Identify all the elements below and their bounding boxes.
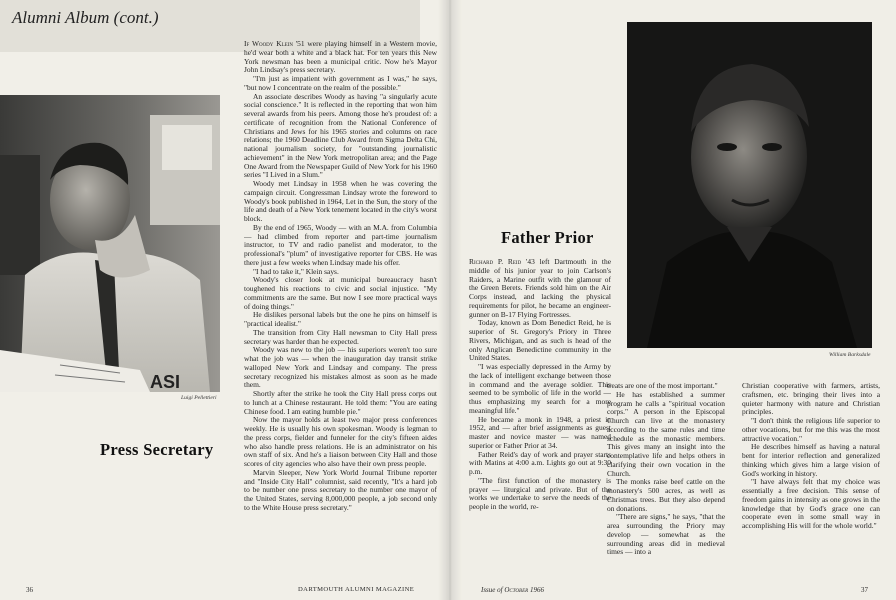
paragraph: Woody was new to the job — his superiors weren't too sure what the job was — when the inauguration day transit strike walloped New York and Lindsay and company. The press secretary recognized his mistakes almost as soon as he made them. — [244, 345, 437, 390]
paragraph: The transition from City Hall newsman to City Hall press secretary was harder than he expected. — [244, 327, 437, 346]
desk-sign-letters: ASI — [150, 372, 181, 392]
paragraph: Shortly after the strike he took the City Hall press corps out to lunch at a Chinese restaurant. He told them: "You are eating Chinese food. I am eating humble pie." — [244, 389, 437, 416]
press-secretary-photo — [0, 95, 220, 392]
article-lead — [469, 258, 611, 319]
father-prior-column-2 — [607, 382, 725, 580]
lead-smallcaps: Richard P. Reid — [469, 258, 522, 266]
paragraph: "I'm just as impatient with government as I was," he says, "but now I concentrate on the realm of the possible." — [244, 74, 437, 92]
lead-text: '43 left Dartmouth in the middle of his junior year to join Carlson's Raiders, a Marine outfit with the glamour of the Green Berets. Friends sold him on the Air Corps instead, and lacking the physical requirements for pilot, he became an engineer-gunner on B-17 Flying Fortresses. — [469, 258, 611, 319]
portrait-man-at-desk — [0, 95, 220, 392]
left-photo-credit: Luigi Pellettieri — [181, 395, 217, 401]
paragraph: He dislikes personal labels but the one he pins on himself is "practical idealist." — [244, 310, 437, 328]
paragraph: "I had to take it," Klein says. — [253, 266, 339, 276]
paragraph: He has established a summer program he calls a "spiritual vocation corps." A person in the Episcopal Church can live at the monastery according to the same rules and time schedule as the monastic members. This gives many an insight into the contemplative life and helps others in clarifying their own vocation in the Church. — [607, 389, 725, 478]
press-secretary-article — [244, 40, 437, 580]
lead-text: '51 were playing himself in a Western movie, he'd wear both a white and a black hat. For ten years this New York newsman has been a municipal critic. Now he's Mayor John Lindsay's press secretary. — [244, 40, 437, 75]
portrait-father-prior — [627, 22, 872, 348]
father-prior-title: Father Prior — [501, 228, 594, 247]
paragraph: "I was especially depressed in the Army by the lack of intelligent exchange between those in command and the average soldier. This seemed to be symbolic of life in the world — thus emphasizing my search for a more meaningful life." — [469, 362, 611, 415]
issue-date: October 1966 — [504, 586, 544, 594]
father-prior-photo — [627, 22, 872, 348]
paragraph: Marvin Sleeper, New York World Journal Tribune reporter and "Inside City Hall" columnist, said recently, "It's a hard job to be number one press secretary to the number one mayor of the United States, serving 8,000,000 people, a job second only to the White House press secretary." — [244, 467, 437, 512]
issue-line — [481, 586, 544, 594]
paragraph: By the end of 1965, Woody — with an M.A. from Columbia — had climbed from reporter and part-time journalism instructor, to TV and radio panelist and moderator, to the professional's "plum" of investigative reporter for CBS. He was there just a few weeks when Lindsay made his offer. — [244, 222, 437, 267]
paragraph: An associate describes Woody as having "a singularly acute social conscience." It is reflected in the reporting that won him several awards from his peers. Among those he's proudest of: a certificate of recognition from the National Conference of Christians and Jews for his 1965 stories and columns on race relations; the 1960 Deadline Club Award from Sigma Delta Chi, national journalism society, for "outstanding journalistic achievement" in the New York metropolitan area; and the Page One Award from the Newspaper Guild of New York for his 1960 series "I Lived in a Slum." — [244, 91, 437, 180]
lead-smallcaps: If Woody Klein — [244, 40, 293, 48]
press-secretary-title: Press Secretary — [100, 440, 214, 459]
paragraph: Now the mayor holds at least two major press conferences weekly. He is usually his own spokesman. Woody is legman to the press corps, fielder and funneler for the city's fifteen aides who also handle press relations. He is an administrator on his own staff of six. And he's a liaison between City Hall and those scores of city agencies who also have their own press people. — [244, 415, 437, 468]
father-prior-column-3 — [742, 382, 880, 580]
paragraph: Woody's closer look at municipal bureaucracy hasn't toughened his reactions to civic and social injustice. "My commitments are the same. But now I see more practical ways of doing things." — [244, 275, 437, 311]
magazine-title: DARTMOUTH ALUMNI MAGAZINE — [298, 586, 415, 593]
right-page-number: 37 — [861, 586, 868, 594]
paragraph-continued: treats are one of the most important." — [607, 382, 718, 390]
father-prior-column-1 — [469, 258, 611, 580]
paragraph: He became a monk in 1948, a priest in 1952, and — after brief assignments as guest master and novice master — was named superior or Father Prior at 34. — [469, 414, 611, 450]
book-gutter — [438, 0, 462, 600]
left-page — [0, 0, 446, 600]
issue-label: Issue of — [481, 586, 503, 594]
paragraph: "I have always felt that my choice was essentially a free decision. This sense of freedom gains in intensity as one grows in the knowledge that by God's grace one can cooperate even in some small way in accomplishing His will for the whole world." — [742, 477, 880, 530]
article-lead — [244, 40, 437, 75]
left-page-number: 36 — [26, 586, 33, 594]
paragraph: "The first function of the monastery is prayer — liturgical and private. But of the works we undertake to serve the needs of the people in the world, re- — [469, 475, 611, 511]
right-photo-credit: William Barksdale — [829, 352, 871, 358]
paragraph: He describes himself as having a natural bent for interior reflection and generalized thinking which gives him a large vision of God's working in history. — [742, 442, 880, 478]
paragraph: Woody met Lindsay in 1958 when he was covering the campaign circuit. Congressman Lindsay wrote the foreword to Woody's book published in 1964, Let in the Sun, the story of the life and death of a New York tenement located in the city's worst block. — [244, 179, 437, 223]
paragraph: Father Reid's day of work and prayer starts with Matins at 4:00 a.m. Lights go out at 9:30 p.m. — [469, 449, 611, 476]
paragraph: "There are signs," he says, "that the area surrounding the Priory may develop — somewhat as the surrounding areas did in medieval times — into a — [607, 512, 725, 557]
paragraph: The monks raise beef cattle on the monastery's 500 acres, as well as Christmas trees. But they also depend on donations. — [607, 477, 725, 513]
paragraph: "I don't think the religious life superior to other vocations, but for me this was the most attractive vocation." — [742, 416, 880, 443]
paragraph-continued: Christian cooperative with farmers, artists, craftsmen, etc. bringing their lives into a quieter harmony with nature and Christian principles. — [742, 382, 880, 417]
section-heading: Alumni Album (cont.) — [12, 8, 159, 27]
paragraph: Today, known as Dom Benedict Reid, he is superior of St. Gregory's Priory in Three Rivers, Michigan, and as such is head of the only Anglican Benedictine community in the United States. — [469, 318, 611, 363]
